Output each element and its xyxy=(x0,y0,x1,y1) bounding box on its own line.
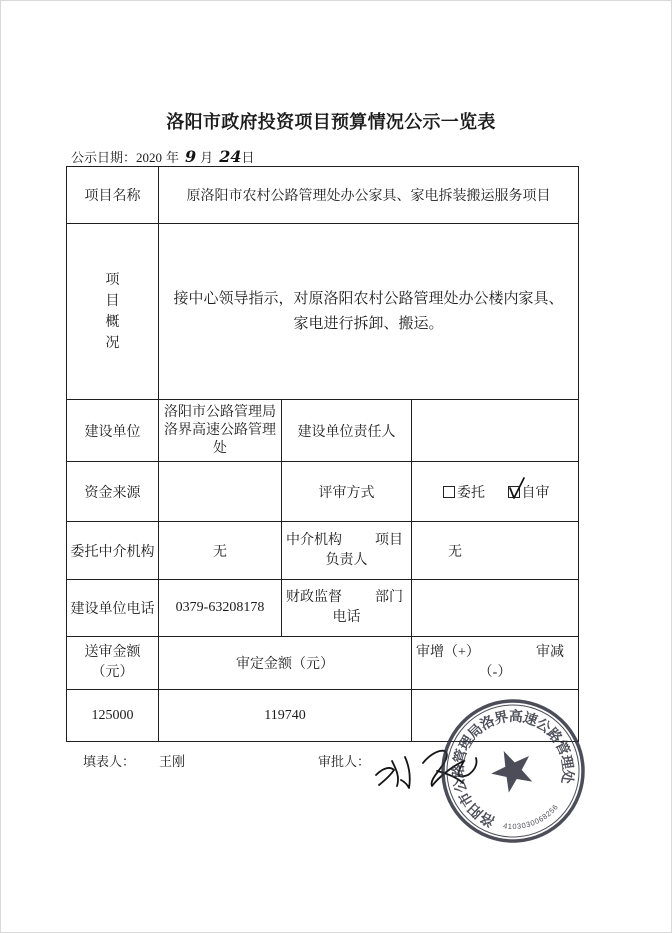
project-name-label: 项目名称 xyxy=(67,167,159,224)
row-project-name xyxy=(67,167,579,224)
review-method-label: 评审方式 xyxy=(282,462,412,522)
submitted-amount-label: 送审金额（元） xyxy=(84,645,141,680)
finance-phone-value xyxy=(412,580,579,637)
date-label: 公示日期： xyxy=(71,150,137,165)
seal-ring-text: 洛阳市公路管理局洛界高速公路管理处 xyxy=(451,709,575,829)
check-mark-icon xyxy=(508,477,526,501)
review-option-self-label: 自审 xyxy=(521,485,550,501)
fund-source-label: 资金来源 xyxy=(67,462,159,522)
agency-lead-label xyxy=(282,531,411,571)
document-title: 洛阳市政府投资项目预算情况公示一览表 xyxy=(166,112,496,132)
date-month-unit: 月 xyxy=(200,150,214,165)
builder-lead-value xyxy=(412,400,579,462)
change-label-decrease: 审减 xyxy=(536,645,565,660)
row-agency xyxy=(67,522,579,580)
submitted-amount-label-cell xyxy=(67,637,159,690)
submitted-amount-value: 125000 xyxy=(67,690,159,742)
agency-value: 无 xyxy=(159,522,282,580)
change-label-increase: 审增（+） xyxy=(416,645,480,660)
agency-lead-value: 无 xyxy=(412,522,579,580)
filler-label: 填表人： xyxy=(83,754,136,769)
change-label-minus: （-） xyxy=(478,665,512,680)
row-fund-source xyxy=(67,462,579,522)
agency-label: 委托中介机构 xyxy=(67,522,159,580)
approver-label: 审批人： xyxy=(318,754,371,769)
approved-amount-value: 119740 xyxy=(159,690,412,742)
agency-lead-label-cell xyxy=(282,522,412,580)
agency-lead-label-part2: 项目 xyxy=(375,532,403,548)
date-month-handwritten: 9 xyxy=(185,147,197,166)
approved-amount-label: 审定金额（元） xyxy=(159,637,412,690)
agency-lead-label-part1: 中介机构 xyxy=(286,532,342,548)
filler-name: 王刚 xyxy=(159,754,186,769)
project-overview-cell xyxy=(159,224,579,400)
project-overview-label-cell xyxy=(67,224,159,400)
review-option-entrust xyxy=(443,482,485,502)
finance-phone-label-part2: 部门 xyxy=(375,590,403,605)
finance-phone-label-part3: 电话 xyxy=(332,610,361,625)
review-method-options xyxy=(412,462,579,522)
review-option-self xyxy=(508,482,550,502)
row-builder xyxy=(67,400,579,462)
checkbox-self-review xyxy=(508,486,520,498)
seal-star-icon xyxy=(485,742,540,796)
row-phone xyxy=(67,580,579,637)
budget-form-table xyxy=(66,166,579,742)
builder-cell xyxy=(159,400,282,462)
change-label xyxy=(412,643,578,683)
date-year-unit: 年 xyxy=(166,150,180,165)
row-amount-headers xyxy=(67,637,579,690)
builder-lead-label: 建设单位责任人 xyxy=(282,400,412,462)
date-day-handwritten: 24 xyxy=(219,147,242,166)
change-label-cell xyxy=(412,637,579,690)
builder-value: 洛阳市公路管理局洛界高速公路管理处 xyxy=(164,404,276,456)
builder-phone-label: 建设单位电话 xyxy=(67,580,159,637)
builder-label: 建设单位 xyxy=(67,400,159,462)
publication-date xyxy=(71,147,254,166)
review-option-entrust-label: 委托 xyxy=(457,485,485,501)
row-project-overview xyxy=(67,224,579,400)
finance-phone-label-part1: 财政监督 xyxy=(286,590,342,605)
agency-lead-label-part3: 负责人 xyxy=(325,552,368,568)
builder-phone-value: 0379-63208178 xyxy=(159,580,282,637)
checkbox-entrust xyxy=(443,486,455,498)
date-year: 2020 xyxy=(136,150,163,165)
project-name-value: 原洛阳市农村公路管理处办公家具、家电拆装搬运服务项目 xyxy=(159,167,579,224)
date-day-unit: 日 xyxy=(241,150,255,165)
fund-source-value xyxy=(159,462,282,522)
finance-phone-label-cell xyxy=(282,580,412,637)
seal-serial-number: 4103030068256 xyxy=(502,802,560,832)
official-seal xyxy=(438,696,588,846)
finance-phone-label xyxy=(282,588,411,628)
project-overview-text: 接中心领导指示，对原洛阳农村公路管理处办公楼内家具、家电进行拆卸、搬运。 xyxy=(173,290,564,332)
project-overview-label: 项目概况 xyxy=(105,272,120,351)
